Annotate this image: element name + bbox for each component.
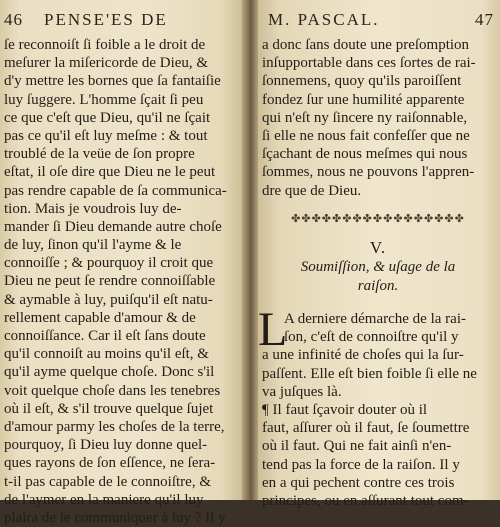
text-line: où il faut. Qui ne fait ainſi n'en- (262, 438, 452, 455)
text-line: paſſent. Elle eſt bien foible ſi elle ne (262, 365, 477, 382)
text-line: t-il pas capable de le connoiſtre, & (4, 473, 212, 490)
text-line: inſupportable dans ces ſortes de rai- (262, 55, 476, 72)
text-line: qu'il ayme quelque choſe. Donc s'il (4, 364, 215, 381)
text-line: de luy, ſinon qu'il l'ayme & le (4, 237, 182, 254)
right-page-text-bottom (262, 310, 494, 510)
text-line: & aymable à luy, puiſqu'il eſt natu- (4, 291, 213, 308)
text-line: principes, ou en aſſurant tout com- (262, 492, 469, 509)
text-line: a une infinité de choſes qui la ſur- (262, 347, 464, 364)
text-line: troublé de la veüe de ſon propre (4, 146, 195, 163)
right-page-text-top (262, 36, 494, 200)
text-line: ce que c'eſt que Dieu, qu'il ne ſçait (4, 109, 211, 126)
text-line: ſi elle ne nous fait confeſſer que ne (262, 127, 470, 144)
text-line: luy ſuggere. L'homme ſçait ſi peu (4, 91, 204, 108)
right-running-head: M. PASCAL. (268, 10, 380, 29)
text-line: connoiſſance. Car il eſt ſans doute (4, 328, 206, 344)
text-line: Dieu ne peut ſe rendre connoiſſable (4, 273, 216, 290)
text-line: fondez ſur une humilité apparente (262, 91, 465, 108)
text-line: plaira de ſe communiquer à luy ? Il y (4, 509, 226, 526)
text-line: ſommes, nous ne pouvons l'appren- (262, 164, 475, 181)
text-line: dre que de Dieu. (262, 182, 362, 199)
text-line: d'y mettre les bornes que ſa fantaiſie (4, 73, 221, 90)
text-line: ſe reconnoiſt ſi foible a le droit de (4, 37, 206, 53)
text-line: tion. Mais je voudrois luy de- (4, 200, 182, 217)
text-line: ¶ Il faut ſçavoir douter où il (262, 401, 428, 418)
text-line: rellement capable d'amour & de (4, 309, 196, 326)
text-line: pourquoy, ſi Dieu luy donne quel- (4, 437, 208, 454)
text-line: voit quelque choſe dans les tenebres (4, 382, 221, 399)
book-gutter (242, 0, 258, 500)
text-line: ſçachant de nous meſmes qui nous (262, 146, 468, 163)
text-line: ques rayons de ſon eſſence, ne ſera- (4, 455, 216, 472)
section-title (262, 258, 494, 296)
text-line: a donc ſans doute une preſomption (262, 37, 470, 53)
right-page-number: 47 (475, 10, 494, 29)
left-page-text (4, 36, 240, 527)
text-line: où il eſt, & s'il trouve quelque ſujet (4, 400, 214, 417)
section-number: V. (369, 238, 387, 257)
text-line: qu'il connoiſt au moins qu'il eſt, & (4, 346, 209, 363)
text-line: A derniere démarche de la rai- (284, 311, 466, 327)
text-line: eſtat, il oſe dire que Dieu ne le peut (4, 164, 216, 181)
ornamental-divider: ✤✤✤✤✤✤✤✤✤✤✤✤✤✤✤✤✤ (291, 212, 465, 225)
text-line: connoiſſe ; & pourquoy il croit que (4, 255, 214, 272)
section-title-line: raiſon. (357, 278, 399, 294)
left-running-head: PENSE'ES DE (44, 10, 168, 29)
text-line: ſon, c'eſt de connoiſtre qu'il y (284, 329, 459, 346)
text-line: d'amour parmy les choſes de la terre, (4, 418, 225, 435)
text-line: va juſques là. (262, 383, 342, 400)
section-title-line: Soumiſſion, & uſage de la (300, 259, 456, 275)
text-line: en a qui pechent contre ces trois (262, 474, 455, 491)
text-line: de l'aymer en la maniere qu'il luy (4, 491, 204, 508)
text-line: pas ce qu'il eſt luy meſme : & tout (4, 127, 208, 144)
text-line: qui n'eſt ny ſincere ny raiſonnable, (262, 109, 468, 126)
text-line: ſonnemens, quoy qu'ils paroiſſent (262, 73, 462, 90)
text-line: pas rendre capable de ſa communica- (4, 182, 227, 199)
left-page-number: 46 (4, 10, 23, 29)
text-line: mander ſi Dieu demande autre choſe (4, 218, 222, 235)
text-line: tend pas la force de la raiſon. Il y (262, 456, 460, 473)
text-line: faut, aſſurer où il faut, ſe ſoumettre (262, 420, 470, 437)
text-line: meſurer la miſericorde de Dieu, & (4, 55, 209, 72)
drop-cap: L (258, 303, 288, 356)
